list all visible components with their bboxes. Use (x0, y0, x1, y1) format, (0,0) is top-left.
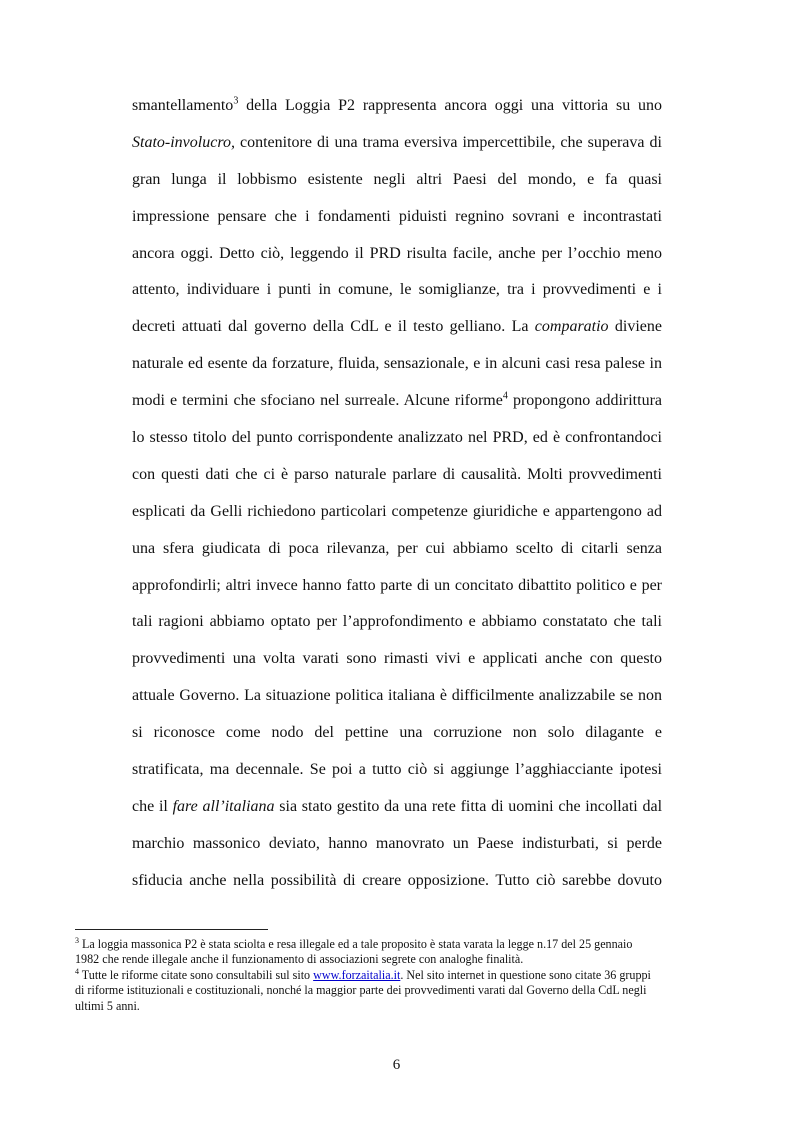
text-line: esplicati da Gelli richiedono particolari competenze giuridiche e appartengono ad (132, 502, 662, 520)
text-line: sfiducia anche nella possibilità di creare opposizione. Tutto ciò sarebbe dovuto (132, 871, 662, 889)
text-line: attuale Governo. La situazione politica italiana è difficilmente analizzabile se non (132, 687, 662, 705)
italic-term: comparatio (534, 318, 609, 336)
text-line: marchio massonico deviato, hanno manovrato un Paese indisturbati, si perde (132, 834, 662, 852)
italic-term: fare all’italiana (172, 797, 275, 815)
text-run: decreti attuati dal governo della CdL e il testo gelliano. La (132, 318, 535, 336)
text-line: con questi dati che ci è parso naturale parlare di causalità. Molti provvedimenti (132, 465, 662, 483)
text-line: ancora oggi. Detto ciò, leggendo il PRD risulta facile, anche per l’occhio meno (132, 244, 662, 262)
text-line: stratificata, ma decennale. Se poi a tutto ciò si aggiunge l’agghiacciante ipotesi (132, 761, 662, 779)
footnotes (75, 937, 715, 1014)
text-line (132, 88, 662, 125)
text-line: lo stesso titolo del punto corrispondente analizzato nel PRD, ed è confrontandoci (132, 429, 662, 447)
text-run: contenitore di una trama eversiva impercettibile, che superava di (234, 133, 662, 151)
footnote-4-line: di riforme istituzionali e costituzionali, nonché la maggior parte dei provvedimenti varati dal Governo della CdL negli (75, 983, 647, 998)
text-line: gran lunga il lobbismo esistente negli altri Paesi del mondo, e fa quasi (132, 170, 662, 188)
text-line: tali ragioni abbiamo optato per l’approfondimento e abbiamo constatato che tali (132, 613, 662, 631)
text-line: una sfera giudicata di poca rilevanza, per cui abbiamo scelto di citarli senza (132, 539, 662, 557)
text-line (132, 789, 662, 826)
italic-term: Stato-involucro, (132, 133, 235, 151)
footnote-text: La loggia massonica P2 è stata sciolta e resa illegale ed a tale proposito è stata varata la legge n.17 del 25 gennaio (79, 937, 633, 951)
text-run: smantellamento (132, 97, 234, 114)
footnote-ref-3: 3 (233, 95, 239, 107)
footnote-separator (75, 929, 268, 930)
text-line: naturale ed esente da forzature, fluida, sensazionale, e in alcuni casi resa palese in (132, 355, 662, 373)
footnote-3-line: 1982 che rende illegale anche il funzionamento di associazioni segrete con analoghe finalità. (75, 952, 524, 967)
text-run: diviene (608, 318, 662, 336)
text-line: attento, individuare i punti in comune, le somiglianze, tra i provvedimenti e i (132, 281, 662, 299)
text-run: che il (132, 797, 173, 815)
footnote-4-line: ultimi 5 anni. (75, 998, 140, 1013)
text-run: propongono addirittura (507, 392, 662, 410)
text-run: sia stato gestito da una rete fitta di uomini che incollati dal (274, 797, 663, 815)
footnote-4-line (75, 968, 715, 983)
text-line: impressione pensare che i fondamenti piduisti regnino sovrani e incontrastati (132, 207, 662, 225)
footnote-3-line (75, 937, 715, 952)
text-line (132, 309, 662, 346)
footnote-text: Tutte le riforme citate sono consultabili sul sito (79, 967, 314, 982)
text-run: modi e termini che sfociano nel surreale. Alcune riforme (132, 392, 503, 410)
text-line: provvedimenti una volta varati sono rimasti vivi e applicati anche con questo (132, 650, 662, 668)
footnote-text: . Nel sito internet in questione sono citate 36 gruppi (400, 967, 651, 982)
page-number: 6 (392, 1057, 401, 1073)
footnote-marker-4: 4 (75, 966, 79, 976)
text-run: della Loggia P2 rappresenta ancora oggi una vittoria su uno (238, 97, 662, 114)
text-line (132, 383, 662, 420)
text-line: si riconosce come nodo del pettine una corruzione non solo dilagante e (132, 724, 662, 742)
forzaitalia-link[interactable]: www.forzaitalia.it (313, 967, 401, 982)
footnote-marker-3: 3 (75, 935, 79, 945)
text-line: approfondirli; altri invece hanno fatto parte di un concitato dibattito politico e per (132, 576, 662, 594)
text-line (132, 125, 662, 162)
footnote-ref-4: 4 (502, 390, 508, 402)
body-paragraph (132, 88, 662, 900)
